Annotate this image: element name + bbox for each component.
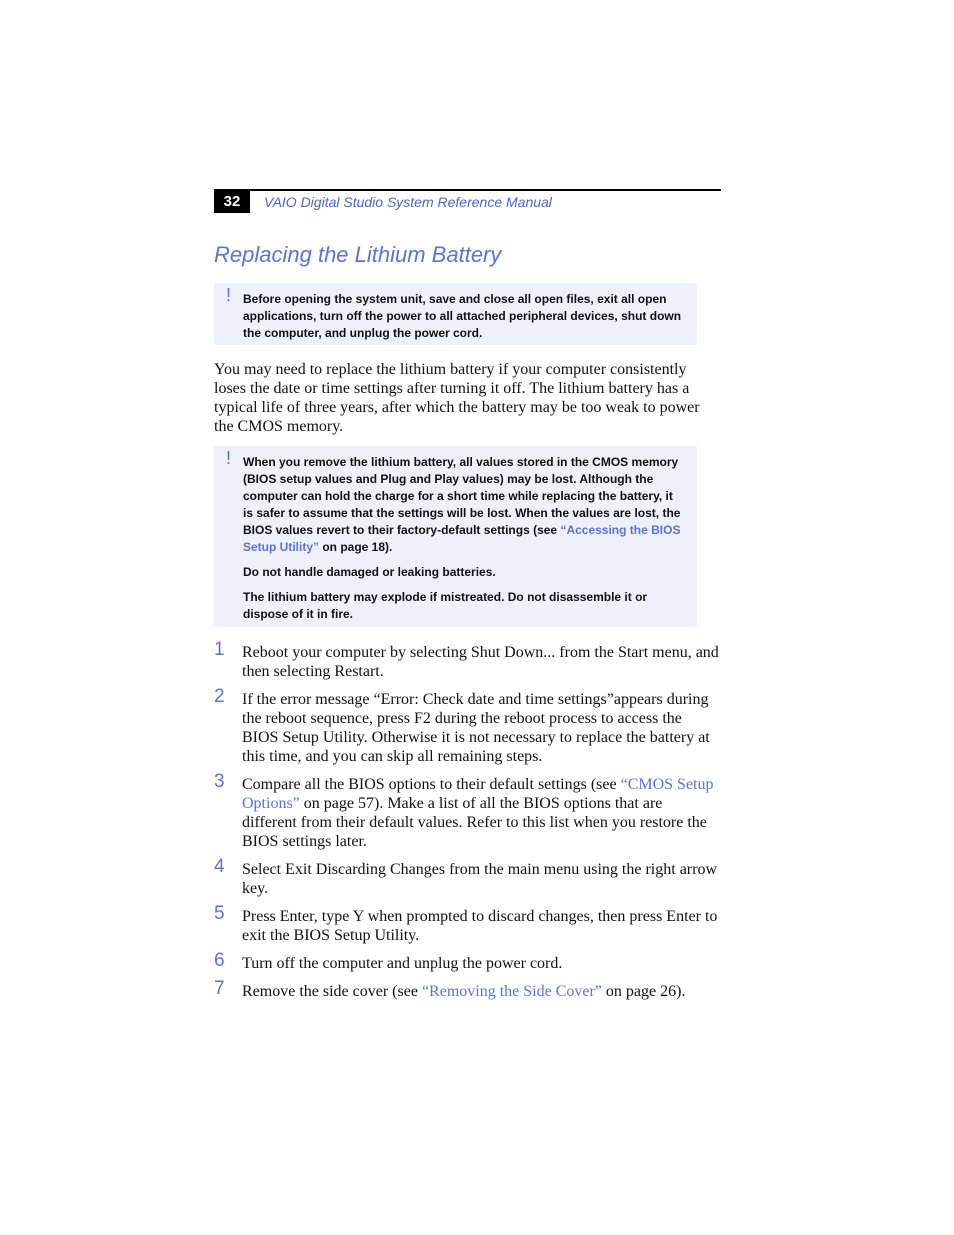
step-2: [214, 686, 719, 766]
warning-text: Before opening the system unit, save and close all open files, exit all open applications, turn off the power to all attached peripheral devices, shut down the computer, and unplug the power cord.: [243, 292, 682, 340]
step-3: [214, 771, 719, 851]
step-number: 6: [214, 950, 225, 971]
step-4: [214, 856, 719, 898]
step-text: If the error message “Error: Check date and time settings”appears during the reboot sequence, press F2 during the reboot process to access the BIOS Setup Utility. Otherwise it is not necessary to replace the battery at this time, and you can skip all remaining steps.: [242, 691, 710, 765]
caution-icon: !: [226, 285, 232, 305]
step-text: Select Exit Discarding Changes from the main menu using the right arrow key.: [242, 861, 717, 897]
steps-list: [214, 639, 719, 1010]
step-text: Reboot your computer by selecting Shut Down... from the Start menu, and then selecting Restart.: [242, 644, 719, 680]
link-cmos-setup-options[interactable]: “CMOS Setup Options”: [242, 776, 714, 812]
warning-text-explode: The lithium battery may explode if mistreated. Do not disassemble it or dispose of it in fire.: [243, 590, 648, 621]
warning-text-cmos: When you remove the lithium battery, all values stored in the CMOS memory (BIOS setup values and Plug and Play values) may be lost. Although the computer can hold the charge for a short time while replacing the battery, it is safer to assume that the settings will be lost. When the values are lost, the BIOS values revert to their factory-default settings (see “Accessing the BIOS Setup Utility” on page 18).: [243, 455, 681, 554]
step-text: Press Enter, type Y when prompted to discard changes, then press Enter to exit the BIOS Setup Utility.: [242, 908, 718, 944]
step-number: 2: [214, 686, 225, 707]
running-title: VAIO Digital Studio System Reference Manual: [264, 194, 552, 210]
caution-icon: !: [226, 448, 232, 468]
step-number: 1: [214, 639, 225, 660]
step-number: 7: [214, 978, 225, 999]
warning-note-power: [214, 283, 697, 345]
step-text: Remove the side cover (see “Removing the Side Cover” on page 26).: [242, 983, 686, 1000]
step-6: [214, 950, 719, 973]
warning-text-damaged: Do not handle damaged or leaking batteries.: [243, 565, 496, 579]
step-7: [214, 978, 719, 1001]
link-removing-side-cover[interactable]: “Removing the Side Cover”: [421, 983, 602, 1000]
step-text: Compare all the BIOS options to their default settings (see “CMOS Setup Options” on page 57). Make a list of all the BIOS options that are different from their default values. Refer to this list when you restore the BIOS settings later.: [242, 776, 714, 850]
step-number: 5: [214, 903, 225, 924]
header-rule: [214, 189, 721, 191]
step-5: [214, 903, 719, 945]
page-number: 32: [214, 191, 250, 213]
step-number: 4: [214, 856, 225, 877]
warning-note-battery: [214, 446, 697, 627]
step-1: [214, 639, 719, 681]
step-text: Turn off the computer and unplug the power cord.: [242, 955, 563, 972]
intro-paragraph: You may need to replace the lithium battery if your computer consistently loses the date or time settings after turning it off. The lithium battery has a typical life of three years, after which the battery may be too weak to power the CMOS memory.: [214, 361, 700, 435]
step-number: 3: [214, 771, 225, 792]
section-title: Replacing the Lithium Battery: [214, 242, 502, 267]
link-accessing-bios[interactable]: “Accessing the BIOS Setup Utility”: [243, 523, 681, 554]
